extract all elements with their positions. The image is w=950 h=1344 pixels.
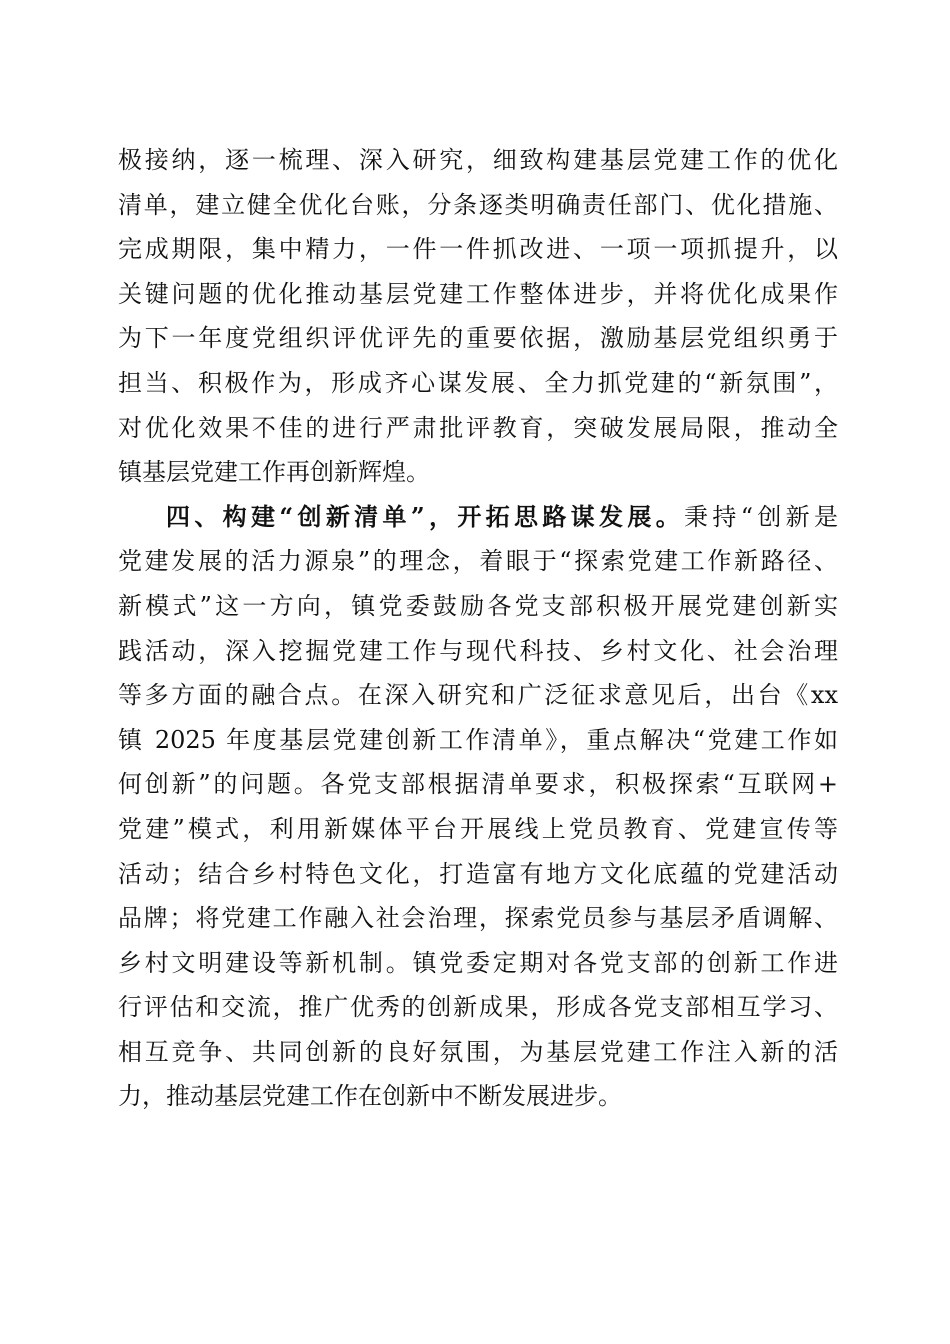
paragraph-line: 党建”模式，利用新媒体平台开展线上党员教育、党建宣传等 <box>118 814 838 843</box>
paragraph-line: 清单，建立健全优化台账，分条逐类明确责任部门、优化措施、 <box>118 190 838 219</box>
paragraph-line: 乡村文明建设等新机制。镇党委定期对各党支部的创新工作进 <box>118 948 838 977</box>
paragraph-line: 活动；结合乡村特色文化，打造富有地方文化底蕴的党建活动 <box>118 859 838 888</box>
paragraph-line: 品牌；将党建工作融入社会治理，探索党员参与基层矛盾调解、 <box>118 904 838 933</box>
paragraph-line: 党建发展的活力源泉”的理念，着眼于“探索党建工作新路径、 <box>118 547 838 576</box>
paragraph-line: 极接纳，逐一梳理、深入研究，细致构建基层党建工作的优化 <box>118 146 838 174</box>
paragraph-line: 担当、积极作为，形成齐心谋发展、全力抓党建的“新氛围”， <box>118 368 838 397</box>
paragraph-line: 为下一年度党组织评优评先的重要依据，激励基层党组织勇于 <box>118 324 838 353</box>
paragraph-line: 完成期限，集中精力，一件一件抓改进、一项一项抓提升，以 <box>118 235 838 264</box>
paragraph-line: 践活动，深入挖掘党建工作与现代科技、乡村文化、社会治理 <box>118 636 838 665</box>
paragraph-line: 镇 2025 年度基层党建创新工作清单》，重点解决“党建工作如 <box>118 725 838 754</box>
paragraph-line-last: 镇基层党建工作再创新辉煌。 <box>118 458 430 487</box>
paragraph-line: 等多方面的融合点。在深入研究和广泛征求意见后，出台《xx <box>118 681 838 710</box>
paragraph-line-last: 力，推动基层党建工作在创新中不断发展进步。 <box>118 1082 622 1111</box>
paragraph-line: 行评估和交流，推广优秀的创新成果，形成各党支部相互学习、 <box>118 993 838 1022</box>
paragraph-line: 何创新”的问题。各党支部根据清单要求，积极探索“互联网+ <box>118 770 838 799</box>
paragraph-line: 相互竞争、共同创新的良好氛围，为基层党建工作注入新的活 <box>118 1037 838 1066</box>
paragraph-line: 关键问题的优化推动基层党建工作整体进步，并将优化成果作 <box>118 279 838 308</box>
section-four-first-line <box>118 495 838 540</box>
section-four-heading: 四、构建“创新清单”，开拓思路谋发展。 <box>166 501 685 531</box>
paragraph-line: 新模式”这一方向，镇党委鼓励各党支部积极开展党建创新实 <box>118 591 838 620</box>
paragraph-line: 对优化效果不佳的进行严肃批评教育，突破发展局限，推动全 <box>118 413 838 442</box>
section-four-first-line-text: 秉持“创新是 <box>684 502 838 531</box>
document-body <box>118 138 838 1119</box>
